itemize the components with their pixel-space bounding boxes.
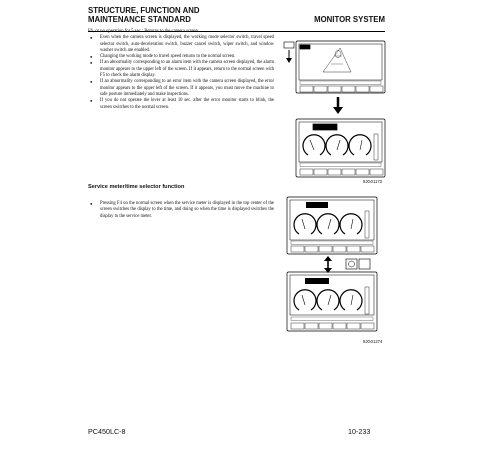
service-bullet: ● Pressing F4 on the normal screen when the service meter is displayed in the top center of the screen switches the display to the time, and doing so when the time is displayed switches the display to the service meter. <box>88 201 274 220</box>
figure1-code: 9JG01173 <box>363 179 383 184</box>
figure-service-meter-screens <box>286 196 388 346</box>
camera-text-column <box>88 29 274 111</box>
header-section-title: MONITOR SYSTEM <box>314 14 385 24</box>
service-text-column <box>88 201 274 220</box>
figure-camera-screens <box>283 40 388 180</box>
bullet-item: ● If you do not operate the lever at least 10 sec. after the error monitor starts to blink, the screen switches to the normal screen. <box>88 98 274 111</box>
header-title-line1: STRUCTURE, FUNCTION AND <box>88 6 200 15</box>
header-title-line2: MAINTENANCE STANDARD <box>88 14 191 24</box>
bullet-item: ● If an abnormality corresponding to an error item with the camera screen displayed, the error monitor appears to the upper left of the screen. If it appears, you must move the machine to safe posture immediately and make inspections. <box>88 79 274 98</box>
figure2-code: 9JG01274 <box>363 339 383 344</box>
service-heading: Service meter/time selector function <box>88 184 185 190</box>
bullet-item: ● Changing the working mode to travel speed returns to the normal screen. <box>88 54 274 60</box>
bullet-item: ● If an abnormality corresponding to an alarm item with the camera screen displayed, the alarm monitor appears to the upper left of the screen. If it appears, return to the normal screen with F5 to check the alarm display. <box>88 60 274 79</box>
footer-model: PC450LC-8 <box>88 427 126 436</box>
bullet-item: ● Even when the camera screen is displayed, the working mode selector switch, travel speed selector switch, auto-deceleration switch, buzzer cancel switch, wiper switch, and window washer switch are enabled. <box>88 35 274 54</box>
intro-line: F6, or no operation for 5 sec.: Returns to the camera screen. <box>88 29 200 34</box>
footer-page-number: 10-233 <box>348 427 371 436</box>
